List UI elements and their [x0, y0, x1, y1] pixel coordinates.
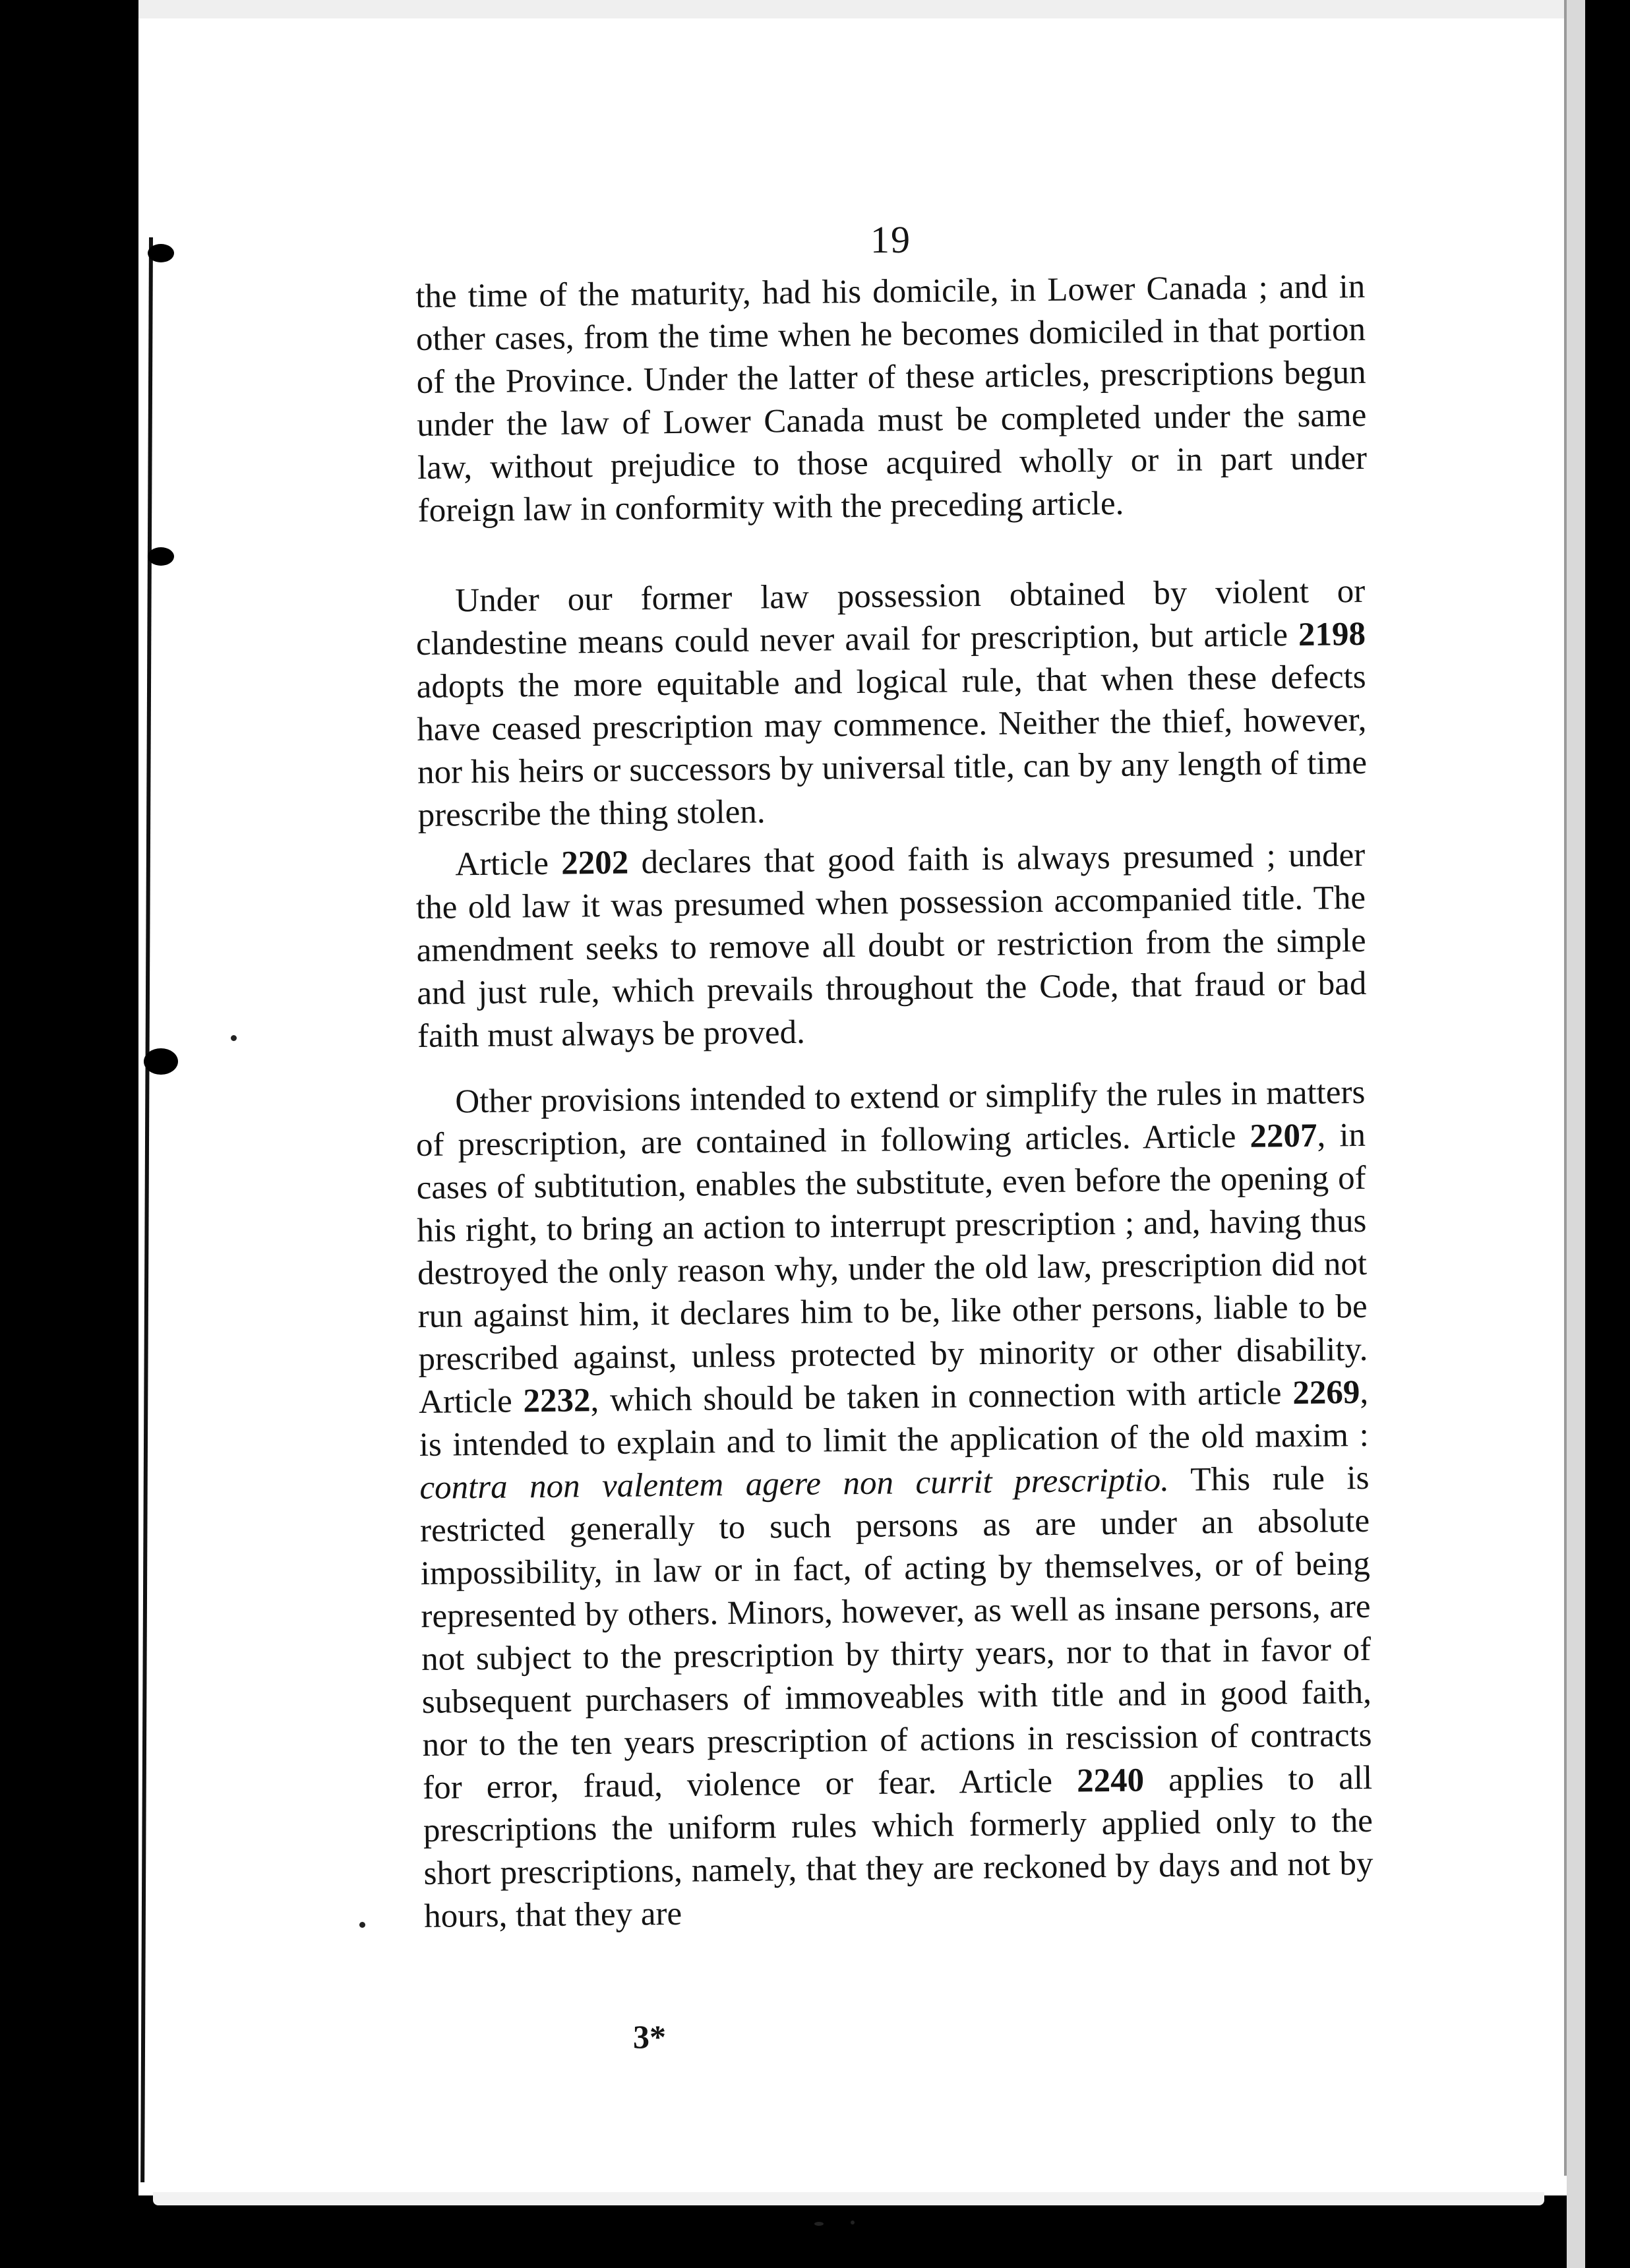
scan-bottom-margin	[138, 2195, 1567, 2268]
binding-notch	[148, 244, 174, 262]
text-run: Article	[455, 845, 562, 883]
scan-top-margin	[138, 0, 1567, 18]
binding-notch	[148, 547, 174, 566]
text-run: applies to all prescriptions the uniform rules which formerly applied only to the short prescriptions, namely, that they are reckoned by days and not by hours, that they are	[423, 1759, 1373, 1935]
page-number: 19	[870, 218, 911, 261]
paragraph-good-faith	[415, 834, 1367, 1058]
text-run: Under our former law possession obtained by violent or clandestine means could never avail for prescription, but article	[415, 572, 1366, 663]
scan-speck	[359, 1922, 365, 1928]
paragraph-text	[415, 1071, 1374, 1938]
article-number: 2207	[1250, 1117, 1317, 1155]
paragraph-text	[415, 834, 1367, 1058]
scan-speck	[814, 2222, 824, 2226]
text-run: , which should be taken in connection with article	[590, 1375, 1293, 1419]
text-run: , is intended to explain and to limit the application of the old maxim :	[419, 1373, 1369, 1464]
scan-right-margin	[1585, 0, 1630, 2268]
page-bottom-edge	[153, 2192, 1544, 2205]
binding-notch	[144, 1048, 178, 1075]
paragraph-continuation	[415, 266, 1368, 533]
signature-mark: 3*	[633, 2018, 666, 2055]
article-number: 2232	[523, 1382, 591, 1420]
paragraph-text	[415, 266, 1368, 533]
article-number: 2198	[1298, 615, 1366, 653]
text-run: This rule is restricted generally to such persons as are under an absolute impossibility, in law or in fact, of acting by themselves, or of being represented by others. Minors, however, as well as insane persons, are not subject to the prescription by thirty years, nor to that in favor of subsequent purchasers of immoveables with title and in good faith, nor to the ten years prescription of actions in rescission of contracts for error, fraud, violence or fear. Article	[419, 1459, 1372, 1806]
page-fold-line	[140, 237, 153, 2182]
article-number: 2240	[1076, 1762, 1145, 1800]
text-run: Other provisions intended to extend or simplify the rules in matters of prescription, are contained in following articles. Article	[415, 1073, 1366, 1164]
article-number: 2202	[560, 844, 629, 882]
paragraph-other-provisions	[415, 1071, 1374, 1938]
latin-maxim: contra non valentem agere non currit prescriptio.	[419, 1462, 1170, 1507]
binding-edge	[127, 40, 135, 2202]
article-number: 2269	[1292, 1374, 1360, 1412]
text-run: declares that good faith is always presumed ; under the old law it was presumed when possession accompanied title. The amendment seeks to remove all doubt or restriction from the simple and just rule, which prevails throughout the Code, that fraud or bad faith must always be proved.	[415, 836, 1367, 1055]
text-run: , in cases of subtitution, enables the substitute, even before the opening of his right, to bring an action to interrupt prescription ; and, having thus destroyed the only reason why, under the old law, prescription did not run against him, it declares him to be, like other persons, liable to be prescribed against, unless protected by minority or other disability. Article	[416, 1116, 1368, 1421]
page-right-edge	[1564, 0, 1567, 2176]
scan-right-shadow	[1567, 0, 1585, 2268]
paragraph-text	[415, 570, 1368, 837]
scan-speck	[851, 2221, 855, 2224]
scan-left-margin	[0, 0, 138, 2268]
scan-speck	[231, 1035, 237, 1041]
paragraph-possession	[415, 570, 1368, 837]
text-run: the time of the maturity, had his domicile, in Lower Canada ; and in other cases, from the time when he becomes domiciled in that portion of the Province. Under the latter of these articles, prescriptions begun under the law of Lower Canada must be completed under the same law, without prejudice to those acquired wholly or in part under foreign law in conformity with the preceding article.	[415, 268, 1368, 529]
text-run: adopts the more equitable and logical rule, that when these defects have ceased prescription may commence. Neither the thief, however, nor his heirs or successors by universal title, can by any length of time prescribe the thing stolen.	[416, 658, 1368, 834]
